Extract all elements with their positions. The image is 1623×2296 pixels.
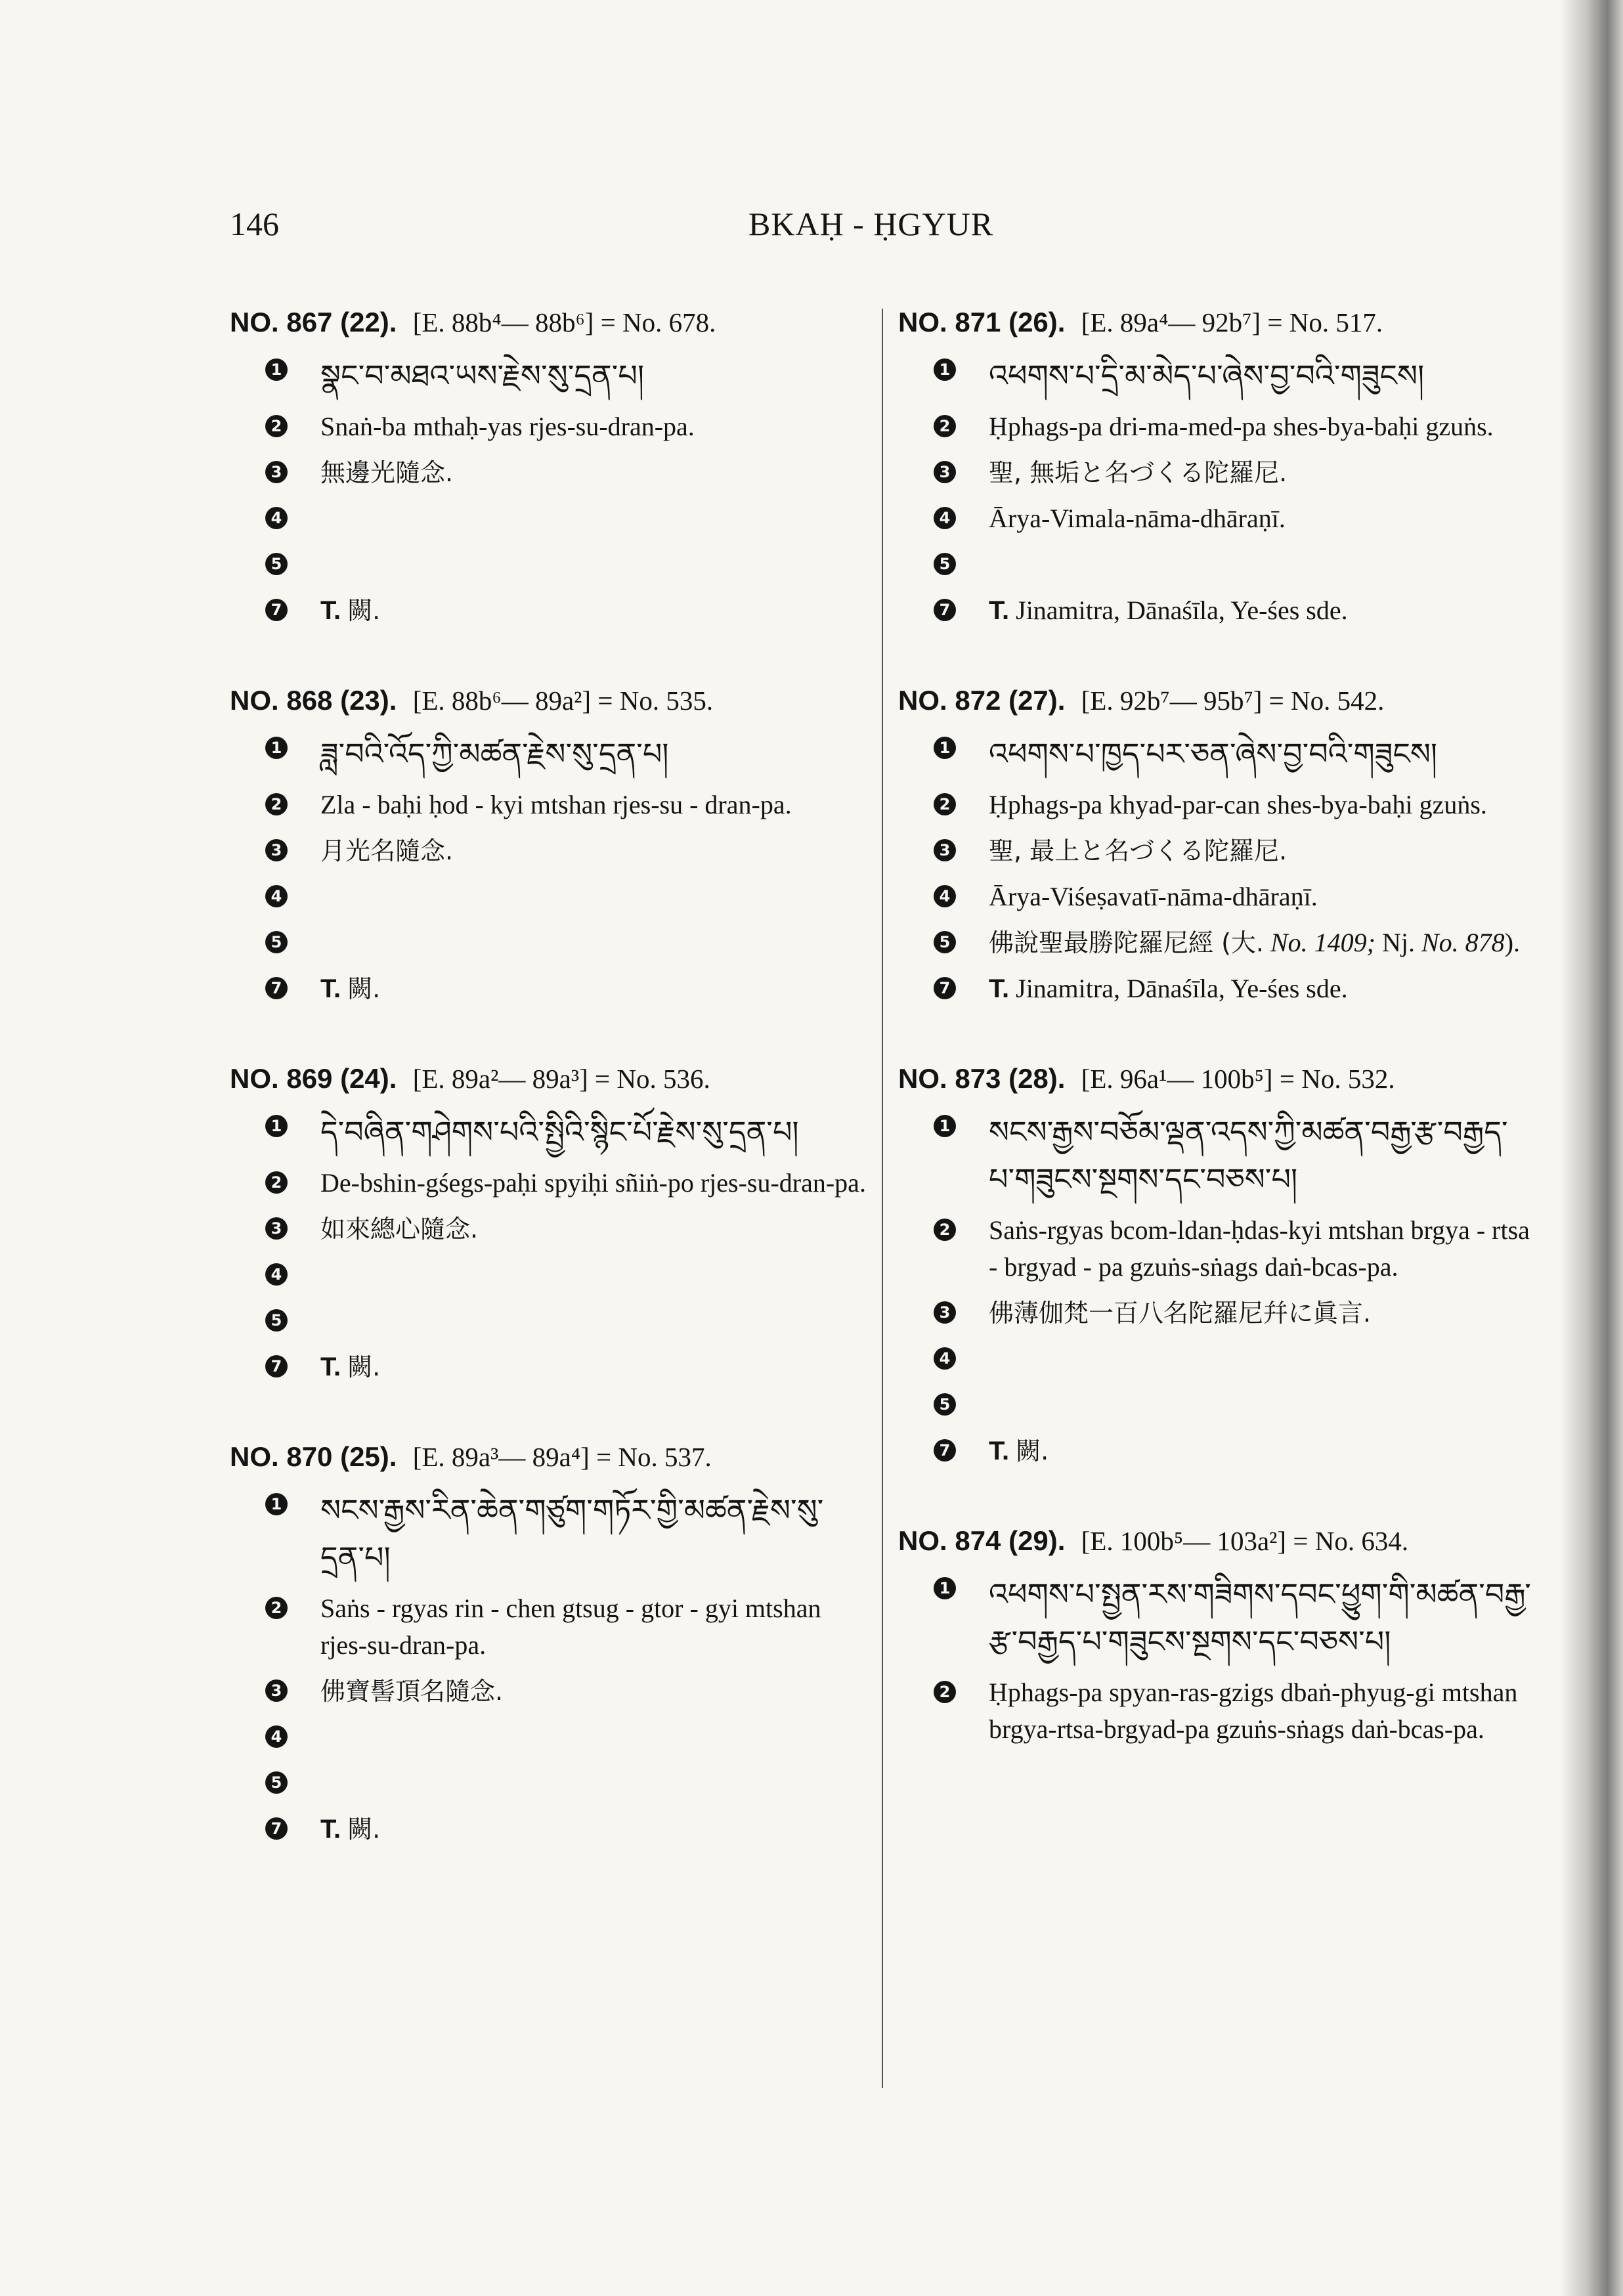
entry-868	[230, 680, 867, 1007]
bullet-4-icon: 4	[265, 507, 288, 529]
transliteration-text: Saṅs - rgyas rin - chen gtsug - gtor - gyi mtshan rjes-su-dran-pa.	[320, 1593, 821, 1660]
translator-text: 闕.	[347, 1815, 381, 1844]
bullet-5-icon: 5	[934, 553, 956, 575]
empty-line	[230, 1257, 867, 1293]
entry-reference: [E. 88b⁶— 89a²] = No. 535.	[412, 685, 714, 716]
entry-reference: [E. 89a³— 89a⁴] = No. 537.	[412, 1442, 712, 1472]
bullet-5-icon: 5	[934, 931, 956, 953]
entry-870	[230, 1437, 867, 1848]
translator	[230, 1811, 867, 1848]
chinese-title	[230, 454, 867, 491]
translator-label: T.	[320, 1815, 341, 1844]
bullet-7-icon: 7	[265, 599, 288, 621]
bullet-5-icon: 5	[265, 1771, 288, 1794]
sanskrit-text: Ārya-Viśeṣavatī-nāma-dhāraṇī.	[989, 882, 1318, 911]
bullet-5-icon: 5	[265, 931, 288, 953]
empty-line	[230, 1719, 867, 1756]
tibetan-title	[898, 730, 1532, 777]
translator-label: T.	[989, 1437, 1010, 1465]
entry-heading	[898, 680, 1532, 721]
empty-line	[230, 500, 867, 537]
tibetan-title	[230, 352, 867, 399]
nanjio-number: No. 878	[1421, 928, 1505, 957]
translator-text: 闕.	[1016, 1437, 1049, 1465]
bullet-2-icon: 2	[265, 1171, 288, 1194]
running-head: BKAḤ - ḤGYUR	[748, 206, 994, 242]
translator-text: 闕.	[347, 596, 381, 625]
closing-paren: ).	[1504, 928, 1521, 957]
entry-number: NO. 868 (23).	[230, 685, 397, 716]
bullet-7-icon: 7	[265, 1355, 288, 1377]
chinese-title	[898, 833, 1532, 869]
tibetan-text: འཕགས་པ་ཁྱད་པར་ཅན་ཞེས་བྱ་བའི་གཟུངས།	[989, 736, 1438, 771]
tibetan-title	[230, 1486, 867, 1581]
transliteration-text: De-bshin-gśegs-paḥi spyiḥi sñiṅ-po rjes-su-dran-pa.	[320, 1168, 866, 1198]
tibetan-title	[230, 730, 867, 777]
bullet-1-icon: 1	[934, 1115, 956, 1137]
tibetan-text: འཕགས་པ་སྤྱན་རས་གཟིགས་དབང་ཕྱུག་གི་མཚན་བརྒྱ་རྩ་བརྒྱད་པ་གཟུངས་སྔགས་དང་བཅས་པ།	[989, 1576, 1531, 1659]
scan-edge-shadow	[1561, 0, 1623, 2296]
entry-reference: [E. 89a⁴— 92b⁷] = No. 517.	[1081, 307, 1383, 337]
bullet-3-icon: 3	[265, 461, 288, 483]
translator-text: Jinamitra, Dānaśīla, Ye-śes sde.	[1016, 596, 1348, 625]
tibetan-title	[230, 1108, 867, 1156]
translator-label: T.	[320, 596, 341, 625]
chinese-text: 月光名隨念.	[320, 836, 454, 865]
entry-869	[230, 1058, 867, 1385]
bullet-4-icon: 4	[934, 1347, 956, 1370]
entry-heading	[898, 1521, 1532, 1561]
tibetan-text: སྣང་བ་མཐའ་ཡས་རྗེས་སུ་དྲན་པ།	[320, 358, 645, 393]
bullet-2-icon: 2	[265, 793, 288, 815]
bullet-3-icon: 3	[265, 839, 288, 861]
bullet-1-icon: 1	[265, 358, 288, 381]
translator-label: T.	[320, 1353, 341, 1381]
transliteration-text: Ḥphags-pa dri-ma-med-pa shes-bya-baḥi gzuṅs.	[989, 412, 1494, 441]
bullet-5-icon: 5	[934, 1393, 956, 1416]
chinese-sutra-title: 佛說聖最勝陀羅尼經 (大.	[989, 928, 1264, 957]
translator-text: 闕.	[347, 1353, 381, 1381]
entry-heading	[898, 1058, 1532, 1099]
chinese-translation-ref	[898, 924, 1532, 961]
chinese-text: 聖, 無垢と名づくる陀羅尼.	[989, 458, 1288, 487]
page-number: 146	[230, 206, 279, 242]
empty-line	[898, 1387, 1532, 1423]
tibetan-title	[898, 1570, 1532, 1665]
bullet-5-icon: 5	[265, 1309, 288, 1332]
bullet-2-icon: 2	[265, 1597, 288, 1619]
transliteration	[230, 1165, 867, 1202]
bullet-7-icon: 7	[265, 1817, 288, 1840]
bullet-2-icon: 2	[265, 415, 288, 437]
entry-reference: [E. 92b⁷— 95b⁷] = No. 542.	[1081, 685, 1385, 716]
chinese-title	[230, 1211, 867, 1247]
translator	[230, 592, 867, 629]
sanskrit-title	[898, 878, 1532, 915]
entry-number: NO. 867 (22).	[230, 307, 397, 337]
bullet-4-icon: 4	[934, 507, 956, 529]
translator	[230, 1349, 867, 1385]
entry-heading	[230, 302, 867, 343]
transliteration	[898, 787, 1532, 823]
entry-heading	[230, 1437, 867, 1477]
bullet-1-icon: 1	[265, 1115, 288, 1137]
entry-reference: [E. 100b⁵— 103a²] = No. 634.	[1081, 1526, 1409, 1556]
bullet-7-icon: 7	[934, 977, 956, 999]
transliteration	[898, 1674, 1532, 1748]
chinese-title	[230, 1673, 867, 1710]
right-column	[898, 302, 1532, 1799]
entry-heading	[230, 1058, 867, 1099]
entry-number: NO. 870 (25).	[230, 1441, 397, 1472]
column-divider	[882, 309, 883, 2088]
bullet-1-icon: 1	[934, 1577, 956, 1599]
tibetan-text: འཕགས་པ་དྲི་མ་མེད་པ་ཞེས་བྱ་བའི་གཟུངས།	[989, 358, 1425, 393]
tibetan-text: དེ་བཞིན་གཤེགས་པའི་སྤྱིའི་སྙིང་པོ་རྗེས་སུ་དྲན་པ།	[320, 1114, 799, 1150]
translator-label: T.	[320, 974, 341, 1003]
empty-line	[230, 924, 867, 961]
entry-number: NO. 872 (27).	[898, 685, 1066, 716]
bullet-7-icon: 7	[934, 1439, 956, 1462]
translator	[230, 970, 867, 1007]
bullet-4-icon: 4	[265, 1725, 288, 1748]
empty-line	[230, 546, 867, 583]
bullet-3-icon: 3	[934, 461, 956, 483]
bullet-1-icon: 1	[934, 358, 956, 381]
translator-text: 闕.	[347, 974, 381, 1003]
transliteration	[898, 1212, 1532, 1286]
taisho-number: No. 1409;	[1270, 928, 1375, 957]
translator	[898, 970, 1532, 1007]
entry-reference: [E. 88b⁴— 88b⁶] = No. 678.	[412, 307, 716, 337]
bullet-3-icon: 3	[265, 1217, 288, 1240]
sanskrit-title	[898, 500, 1532, 537]
transliteration	[898, 408, 1532, 445]
chinese-text: 佛寶髻頂名隨念.	[320, 1677, 504, 1706]
bullet-1-icon: 1	[265, 737, 288, 759]
transliteration-text: Ḥphags-pa khyad-par-can shes-bya-baḥi gzuṅs.	[989, 790, 1487, 819]
tibetan-title	[898, 1108, 1532, 1203]
chinese-title	[230, 833, 867, 869]
bullet-7-icon: 7	[265, 977, 288, 999]
transliteration	[230, 408, 867, 445]
chinese-title	[898, 1295, 1532, 1332]
empty-line	[898, 546, 1532, 583]
translator	[898, 1433, 1532, 1469]
entry-number: NO. 871 (26).	[898, 307, 1066, 337]
entry-number: NO. 873 (28).	[898, 1063, 1066, 1094]
entry-871	[898, 302, 1532, 629]
transliteration-text: Ḥphags-pa spyan-ras-gzigs dbaṅ-phyug-gi mtshan brgya-rtsa-brgyad-pa gzuṅs-sṅags daṅ-bcas-pa.	[989, 1678, 1518, 1744]
entry-number: NO. 874 (29).	[898, 1525, 1066, 1556]
entry-867	[230, 302, 867, 629]
transliteration-text: Zla - baḥi ḥod - kyi mtshan rjes-su - dran-pa.	[320, 790, 792, 819]
bullet-3-icon: 3	[934, 839, 956, 861]
transliteration-text: Saṅs-rgyas bcom-ldan-ḥdas-kyi mtshan brgya - rtsa - brgyad - pa gzuṅs-sṅags daṅ-bcas-pa.	[989, 1215, 1530, 1282]
left-column	[230, 302, 867, 1899]
bullet-3-icon: 3	[265, 1679, 288, 1702]
chinese-text: 佛薄伽梵一百八名陀羅尼幷に眞言.	[989, 1299, 1372, 1328]
transliteration-text: Snaṅ-ba mthaḥ-yas rjes-su-dran-pa.	[320, 412, 695, 441]
bullet-4-icon: 4	[265, 1263, 288, 1286]
translator-label: T.	[989, 974, 1010, 1003]
transliteration	[230, 787, 867, 823]
empty-line	[230, 1303, 867, 1339]
chinese-text: 聖, 最上と名づくる陀羅尼.	[989, 836, 1288, 865]
bullet-7-icon: 7	[934, 599, 956, 621]
bullet-5-icon: 5	[265, 553, 288, 575]
empty-line	[898, 1341, 1532, 1377]
nanjio-label: Nj.	[1382, 928, 1415, 957]
empty-line	[230, 1765, 867, 1802]
bullet-2-icon: 2	[934, 1681, 956, 1703]
transliteration	[230, 1590, 867, 1664]
sanskrit-text: Ārya-Vimala-nāma-dhāraṇī.	[989, 504, 1286, 533]
bullet-2-icon: 2	[934, 793, 956, 815]
entry-874	[898, 1521, 1532, 1748]
bullet-4-icon: 4	[265, 885, 288, 907]
translator-text: Jinamitra, Dānaśīla, Ye-śes sde.	[1016, 974, 1348, 1003]
tibetan-text: སངས་རྒྱས་བཅོམ་ལྡན་འདས་ཀྱི་མཚན་བརྒྱ་རྩ་བརྒྱད་པ་གཟུངས་སྔགས་དང་བཅས་པ།	[989, 1114, 1508, 1197]
bullet-3-icon: 3	[934, 1301, 956, 1324]
chinese-text: 如來總心隨念.	[320, 1215, 479, 1244]
bullet-1-icon: 1	[265, 1493, 288, 1515]
tibetan-title	[898, 352, 1532, 399]
entry-873	[898, 1058, 1532, 1469]
empty-line	[230, 878, 867, 915]
entry-reference: [E. 96a¹— 100b⁵] = No. 532.	[1081, 1064, 1395, 1094]
entry-heading	[230, 680, 867, 721]
translator	[898, 592, 1532, 629]
chinese-text: 無邊光隨念.	[320, 458, 454, 487]
bullet-4-icon: 4	[934, 885, 956, 907]
bullet-1-icon: 1	[934, 737, 956, 759]
bullet-2-icon: 2	[934, 415, 956, 437]
entry-heading	[898, 302, 1532, 343]
bullet-2-icon: 2	[934, 1219, 956, 1241]
entry-reference: [E. 89a²— 89a³] = No. 536.	[412, 1064, 710, 1094]
tibetan-text: ཟླ་བའི་འོད་ཀྱི་མཚན་རྗེས་སུ་དྲན་པ།	[320, 736, 669, 771]
chinese-title	[898, 454, 1532, 491]
tibetan-text: སངས་རྒྱས་རིན་ཆེན་གཙུག་གཏོར་གྱི་མཚན་རྗེས་སུ་དྲན་པ།	[320, 1492, 824, 1575]
entry-number: NO. 869 (24).	[230, 1063, 397, 1094]
translator-label: T.	[989, 596, 1010, 625]
entry-872	[898, 680, 1532, 1007]
